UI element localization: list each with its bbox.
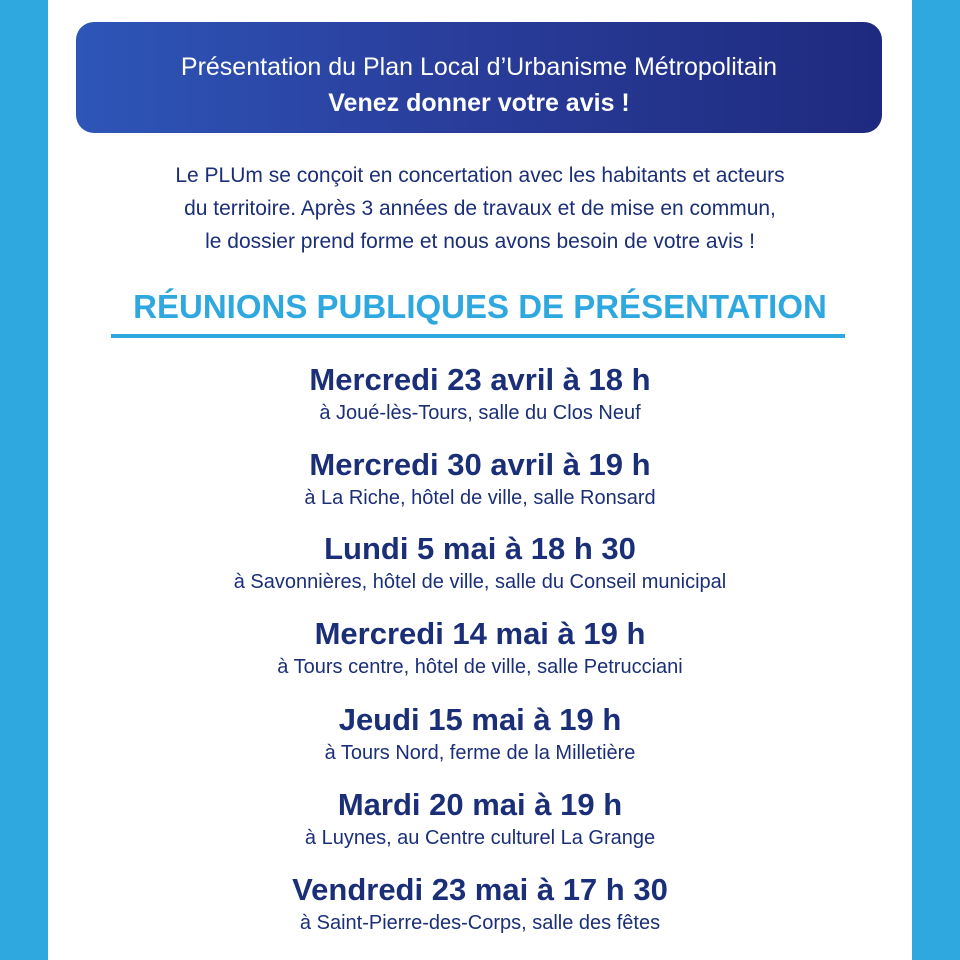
event-date: Mardi 20 mai à 19 h [337,787,623,822]
event-item [48,871,912,937]
banner-subtitle: Venez donner votre avis ! [328,89,630,117]
event-location: à La Riche, hôtel de ville, salle Ronsard [304,487,656,509]
intro-line: le dossier prend forme et nous avons besoin de votre avis ! [205,230,755,253]
intro-paragraph [48,159,912,258]
event-item [48,361,912,427]
poster [48,0,912,960]
event-item [48,615,912,681]
event-location: à Tours centre, hôtel de ville, salle Petrucciani [277,656,683,678]
header-banner [76,22,882,133]
event-item [48,701,912,767]
event-location: à Joué-lès-Tours, salle du Clos Neuf [319,402,641,424]
event-location: à Saint-Pierre-des-Corps, salle des fêtes [299,912,661,934]
intro-line: Le PLUm se conçoit en concertation avec les habitants et acteurs [175,164,785,187]
banner-title: Présentation du Plan Local d’Urbanisme Métropolitain [180,53,778,81]
event-date: Mercredi 30 avril à 19 h [309,447,651,482]
event-date: Jeudi 15 mai à 19 h [338,702,622,737]
section-title: RÉUNIONS PUBLIQUES DE PRÉSENTATION [133,288,827,325]
event-location: à Savonnières, hôtel de ville, salle du Conseil municipal [233,571,727,593]
event-date: Lundi 5 mai à 18 h 30 [324,531,636,566]
event-date: Mercredi 14 mai à 19 h [314,616,646,651]
event-location: à Luynes, au Centre culturel La Grange [304,827,656,849]
event-date: Mercredi 23 avril à 18 h [309,362,651,397]
event-location: à Tours Nord, ferme de la Milletière [324,742,636,764]
event-item [48,786,912,852]
event-item [48,530,912,596]
intro-line: du territoire. Après 3 années de travaux et de mise en commun, [184,197,776,220]
event-date: Vendredi 23 mai à 17 h 30 [292,872,668,907]
section-divider [111,334,845,338]
event-item [48,446,912,512]
